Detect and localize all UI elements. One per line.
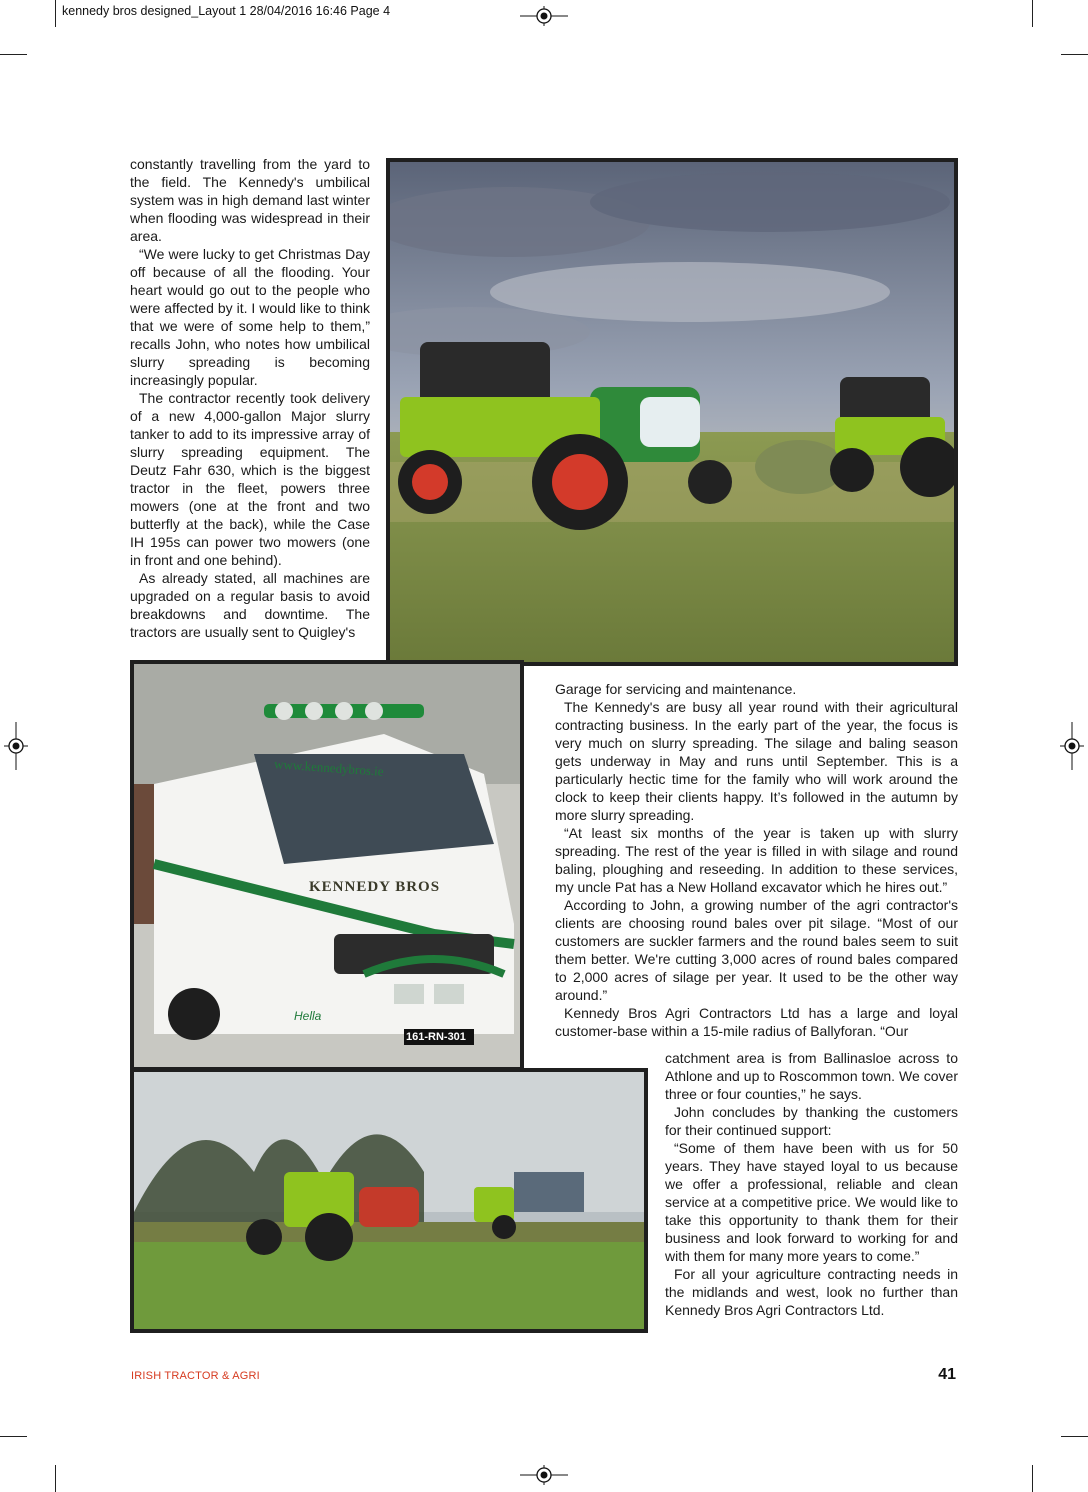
crop-mark-top-right-v — [1032, 0, 1033, 27]
crop-mark-bottom-left-h — [0, 1436, 27, 1437]
crop-mark-top-left-h — [0, 54, 27, 55]
narrow-paragraph-2: John concludes by thanking the customers for their continued support: — [665, 1104, 958, 1138]
page-number: 41 — [938, 1366, 956, 1383]
publication-name: IRISH TRACTOR & AGRI — [131, 1370, 260, 1382]
left-paragraph-3: The contractor recently took delivery of a new 4,000-gallon Major slurry tanker to add to its impressive array of slurry spreading equipment. The Deutz Fahr 630, which is the biggest tractor in the fleet, powers three mowers (one at the front and two butterfly at the back), while the Case IH 195s can power two mowers (one in front and one behind). — [130, 390, 370, 568]
left-text-column — [130, 155, 370, 641]
narrow-text-column — [665, 1049, 958, 1319]
van-brand-text: KENNEDY BROS — [309, 879, 441, 895]
right-text-column — [555, 680, 958, 1040]
left-paragraph-1: constantly travelling from the yard to the field. The Kennedy's umbilical system was in high demand last winter when flooding was widespread in their area. — [130, 156, 370, 244]
right-paragraph-2: The Kennedy's are busy all year round with their agricultural contracting business. In the early part of the year, the focus is very much on slurry spreading. The silage and baling season gets underway in May and runs until September. This is a particularly hectic time for the family who will work around the clock to keep their clients happy. It’s followed in the autumn by more slurry spreading. — [555, 699, 958, 823]
crop-mark-bottom-right-v — [1032, 1465, 1033, 1492]
photo-van — [130, 660, 524, 1071]
crop-mark-top-left-v — [55, 0, 56, 27]
right-paragraph-3: “At least six months of the year is taken up with slurry spreading. The rest of the year is filled in with silage and round baling, ploughing and reseeding. In addition to these services, my uncle Pat has a New Holland excavator which he hires out.” — [555, 825, 958, 895]
van-website-text: www.kennedybros.ie — [273, 756, 385, 779]
registration-mark-left-icon — [4, 722, 28, 770]
registration-mark-bottom-icon — [520, 1465, 568, 1485]
right-paragraph-4: According to John, a growing number of the agri contractor's clients are choosing round bales over pit silage. “Most of our customers are suckler farmers and the round bales seem to suit them better. We're cutting 3,000 acres of round bales compared to 2,000 acres of silage per year. It used to be the other way around.” — [555, 897, 958, 1003]
right-paragraph-5: Kennedy Bros Agri Contractors Ltd has a large and loyal customer-base within a 15-mile radius of Ballyforan. “Our — [555, 1005, 958, 1039]
left-paragraph-2: “We were lucky to get Christmas Day off because of all the flooding. Your heart would go out to the people who were affected by it. I would like to think that we were of some help to them,” recalls John, who notes how umbilical slurry spreading is becoming increasingly popular. — [130, 246, 370, 388]
van-lamp-brand: Hella — [294, 1009, 322, 1023]
registration-mark-right-icon — [1060, 722, 1084, 770]
photo-tractors-baling — [386, 158, 958, 666]
photo-tractors-field — [130, 1068, 648, 1333]
registration-mark-top-icon — [520, 6, 568, 26]
left-paragraph-4: As already stated, all machines are upgraded on a regular basis to avoid breakdowns and downtime. The tractors are usually sent to Quigley's — [130, 570, 370, 640]
right-paragraph-1: Garage for servicing and maintenance. — [555, 681, 797, 697]
crop-mark-bottom-right-h — [1061, 1436, 1088, 1437]
crop-mark-bottom-left-v — [55, 1465, 56, 1492]
narrow-paragraph-3: “Some of them have been with us for 50 years. They have stayed loyal to us because we offer a professional, reliable and clean service at a competitive price. We would like to take this opportunity to thank them for their business and look forward to working for and with them for many more years to come.” — [665, 1140, 958, 1264]
narrow-paragraph-4: For all your agriculture contracting needs in the midlands and west, look no further than Kennedy Bros Agri Contractors Ltd. — [665, 1266, 958, 1318]
crop-mark-top-right-h — [1061, 54, 1088, 55]
print-slug: kennedy bros designed_Layout 1 28/04/2016 16:46 Page 4 — [62, 4, 391, 18]
narrow-paragraph-1: catchment area is from Ballinasloe across to Athlone and up to Roscommon town. We cover three or four counties,” he says. — [665, 1050, 958, 1102]
van-number-plate: 161-RN-301 — [406, 1031, 466, 1043]
